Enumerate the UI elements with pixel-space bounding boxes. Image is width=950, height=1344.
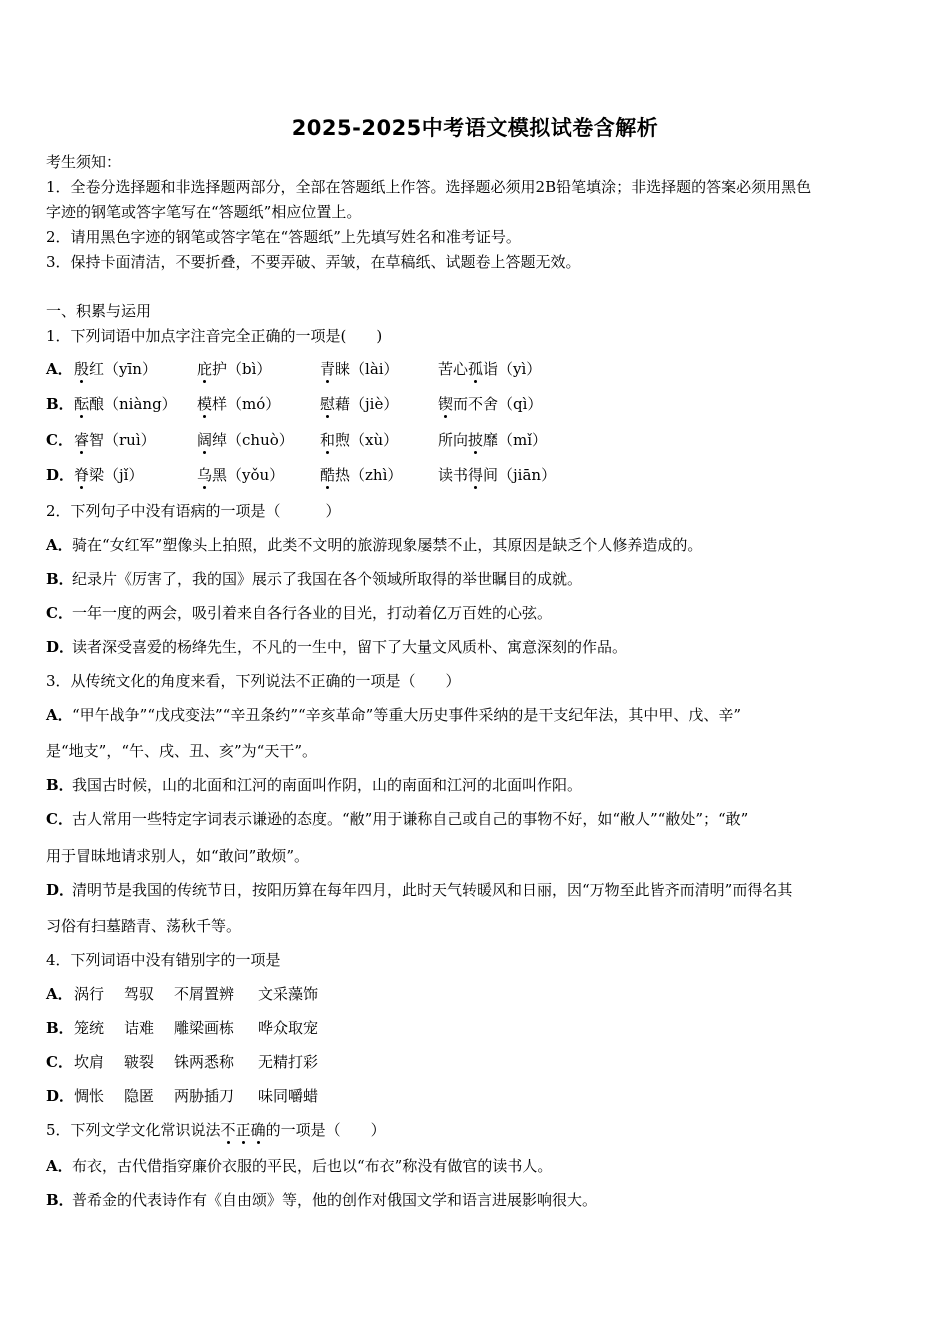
q4-option-word: 哗众取宠 bbox=[258, 1019, 319, 1037]
q1-option-label: D． bbox=[46, 466, 75, 484]
dotted-char: 酷 bbox=[320, 466, 336, 484]
q4-option-word: 文采藻饰 bbox=[258, 985, 319, 1003]
notice-heading: 考生须知： bbox=[46, 153, 122, 171]
option-text: “甲午战争”“戊戌变法”“辛丑条约”“辛亥革命”等重大历史事件采纳的是干支纪年法，其中甲、戊、辛” bbox=[72, 706, 742, 724]
q1-word bbox=[197, 430, 294, 450]
q3-option-d bbox=[46, 880, 792, 900]
q4-option-word: 铢两悉称 bbox=[174, 1053, 235, 1071]
q1-word bbox=[438, 394, 542, 414]
notice-item-3: 3．保持卡面清洁，不要折叠，不要弄破、弄皱，在草稿纸、试题卷上答题无效。 bbox=[46, 253, 581, 271]
dotted-char: 锲 bbox=[438, 395, 454, 413]
q4-option-word: 皲裂 bbox=[124, 1053, 155, 1071]
q3-option-a-cont: 是“地支”，“午、戌、丑、亥”为“天干”。 bbox=[46, 742, 318, 760]
dotted-char: 披 bbox=[468, 431, 484, 449]
q2-option-a bbox=[46, 535, 702, 555]
q2-option-c bbox=[46, 603, 552, 623]
q4-option-word: 不屑置辨 bbox=[174, 985, 235, 1003]
dotted-char: 确 bbox=[250, 1121, 266, 1139]
word-pinyin: 藉（jiè） bbox=[335, 395, 399, 413]
word-pinyin: 红（yīn） bbox=[89, 360, 157, 378]
q3-option-d-cont: 习俗有扫墓踏青、荡秋千等。 bbox=[46, 917, 242, 935]
q4-option-word: 诘难 bbox=[124, 1019, 155, 1037]
q3-option-a bbox=[46, 705, 741, 725]
option-text: 我国古时候，山的北面和江河的南面叫作阴，山的南面和江河的北面叫作阳。 bbox=[72, 776, 583, 794]
word-pinyin: 煦（xù） bbox=[335, 431, 399, 449]
option-text: 古人常用一些特定字词表示谦逊的态度。“敝”用于谦称自己或自己的事物不好，如“敝人”“敝处”；“敢” bbox=[72, 810, 749, 828]
option-text: 清明节是我国的传统节日，按阳历算在每年四月，此时天气转暖风和日丽，因“万物至此皆齐而清明”而得名其 bbox=[72, 881, 793, 899]
dotted-char: 青 bbox=[320, 360, 336, 378]
dotted-char: 阔 bbox=[197, 431, 213, 449]
notice-item-2: 2．请用黑色字迹的钢笔或答字笔在“答题纸”上先填写姓名和准考证号。 bbox=[46, 228, 521, 246]
q4-option-word: 两胁插刀 bbox=[174, 1087, 235, 1105]
q5-option-a bbox=[46, 1156, 552, 1176]
q1-word bbox=[74, 394, 177, 414]
section-heading: 一、积累与运用 bbox=[46, 302, 152, 320]
q4-option-word: 惆怅 bbox=[74, 1087, 105, 1105]
notice-item-1-cont: 字迹的钢笔或答字笔写在“答题纸”相应位置上。 bbox=[46, 203, 362, 221]
q4-option-label: C． bbox=[46, 1053, 73, 1071]
option-text: 纪录片《厉害了，我的国》展示了我国在各个领域所取得的举世瞩目的成就。 bbox=[72, 570, 583, 588]
q2-option-d bbox=[46, 637, 627, 657]
q4-option-word: 隐匿 bbox=[124, 1087, 155, 1105]
dotted-char: 不 bbox=[220, 1121, 236, 1139]
q2-stem: 2．下列句子中没有语病的一项是（ ） bbox=[46, 502, 341, 520]
q4-option-label: A． bbox=[46, 985, 73, 1003]
dotted-char: 和 bbox=[320, 431, 336, 449]
q1-word bbox=[320, 394, 398, 414]
word-pinyin: 智（ruì） bbox=[89, 431, 156, 449]
q4-option-word: 味同嚼蜡 bbox=[258, 1087, 319, 1105]
q1-option-label: B． bbox=[46, 395, 74, 413]
word-pinyin: 酿（niàng） bbox=[89, 395, 177, 413]
q4-option-label: D． bbox=[46, 1087, 75, 1105]
word-pinyin: 间（jiān） bbox=[483, 466, 557, 484]
word-pinyin: 诣（yì） bbox=[483, 360, 542, 378]
dotted-char: 乌 bbox=[197, 466, 213, 484]
word-pinyin: 靡（mǐ） bbox=[483, 431, 548, 449]
option-label: A． bbox=[46, 706, 73, 724]
option-label: B． bbox=[46, 776, 74, 794]
dotted-char: 殷 bbox=[74, 360, 90, 378]
option-label: A． bbox=[46, 536, 73, 554]
word-pinyin: 护（bì） bbox=[212, 360, 272, 378]
word-text: 苦心 bbox=[438, 360, 469, 378]
q4-option-word: 无精打彩 bbox=[258, 1053, 319, 1071]
option-text: 布衣，古代借指穿廉价衣服的平民，后也以“布衣”称没有做官的读书人。 bbox=[72, 1157, 553, 1175]
q1-word bbox=[74, 359, 157, 379]
q1-word bbox=[197, 394, 280, 414]
q4-option-word: 雕梁画栋 bbox=[174, 1019, 235, 1037]
q4-option-word: 涡行 bbox=[74, 985, 105, 1003]
q1-word bbox=[438, 430, 547, 450]
dotted-char: 得 bbox=[468, 466, 484, 484]
dotted-char: 正 bbox=[235, 1121, 251, 1139]
q4-option-label: B． bbox=[46, 1019, 74, 1037]
option-label: B． bbox=[46, 570, 74, 588]
dotted-char: 睿 bbox=[74, 431, 90, 449]
q2-option-b bbox=[46, 569, 582, 589]
q4-stem: 4．下列词语中没有错别字的一项是 bbox=[46, 951, 281, 969]
dotted-char: 孤 bbox=[468, 360, 484, 378]
q5-stem-text: 的一项是（ ） bbox=[265, 1121, 386, 1139]
q3-option-c-cont: 用于冒昧地请求别人，如“敢问”敢烦”。 bbox=[46, 847, 310, 865]
q4-option-word: 坎肩 bbox=[74, 1053, 105, 1071]
option-text: 一年一度的两会，吸引着来自各行各业的目光，打动着亿万百姓的心弦。 bbox=[72, 604, 553, 622]
q1-word bbox=[320, 359, 399, 379]
q4-option-word: 笼统 bbox=[74, 1019, 105, 1037]
q1-word bbox=[197, 465, 284, 485]
option-text: 骑在“女红军”塑像头上拍照，此类不文明的旅游现象屡禁不止，其原因是缺乏个人修养造成的。 bbox=[72, 536, 703, 554]
word-pinyin: 热（zhì） bbox=[335, 466, 403, 484]
option-label: C． bbox=[46, 604, 73, 622]
q1-stem: 1．下列词语中加点字注音完全正确的一项是( ) bbox=[46, 327, 383, 345]
q1-option-label: C． bbox=[46, 431, 73, 449]
word-pinyin: 睐（lài） bbox=[335, 360, 399, 378]
q1-word bbox=[438, 465, 556, 485]
notice-item-1: 1．全卷分选择题和非选择题两部分，全部在答题纸上作答。选择题必须用2B铅笔填涂；非选择题的答案必须用黑色 bbox=[46, 178, 812, 196]
q5-stem-text: 5．下列文学文化常识说法 bbox=[46, 1121, 221, 1139]
q1-word bbox=[320, 430, 398, 450]
q3-option-c bbox=[46, 809, 748, 829]
q1-word bbox=[320, 465, 402, 485]
word-pinyin: 绰（chuò） bbox=[212, 431, 294, 449]
dotted-char: 脊 bbox=[74, 466, 90, 484]
option-text: 读者深受喜爱的杨绛先生，不凡的一生中，留下了大量文风质朴、寓意深刻的作品。 bbox=[72, 638, 628, 656]
page-title: 2025-2025中考语文模拟试卷含解析 bbox=[291, 116, 659, 140]
q1-word bbox=[74, 465, 143, 485]
word-text: 读书 bbox=[438, 466, 469, 484]
q3-stem: 3．从传统文化的角度来看，下列说法不正确的一项是（ ） bbox=[46, 672, 461, 690]
q4-option-word: 驾驭 bbox=[124, 985, 155, 1003]
dotted-char: 酝 bbox=[74, 395, 90, 413]
q1-word bbox=[74, 430, 156, 450]
option-label: D． bbox=[46, 881, 75, 899]
q1-word bbox=[438, 359, 541, 379]
q3-option-b bbox=[46, 775, 582, 795]
word-pinyin: 梁（jǐ） bbox=[89, 466, 144, 484]
q5-stem bbox=[46, 1120, 386, 1140]
option-text: 普希金的代表诗作有《自由颂》等，他的创作对俄国文学和语言进展影响很大。 bbox=[72, 1191, 598, 1209]
q5-option-b bbox=[46, 1190, 597, 1210]
option-label: C． bbox=[46, 810, 73, 828]
dotted-char: 庇 bbox=[197, 360, 213, 378]
dotted-char: 模 bbox=[197, 395, 213, 413]
word-text: 所向 bbox=[438, 431, 469, 449]
word-pinyin: 样（mó） bbox=[212, 395, 281, 413]
word-pinyin: 黑（yǒu） bbox=[212, 466, 285, 484]
q1-word bbox=[197, 359, 271, 379]
q1-option-label: A． bbox=[46, 360, 73, 378]
word-pinyin: 而不舍（qì） bbox=[453, 395, 543, 413]
option-label: D． bbox=[46, 638, 75, 656]
option-label: A． bbox=[46, 1157, 73, 1175]
dotted-char: 慰 bbox=[320, 395, 336, 413]
option-label: B． bbox=[46, 1191, 74, 1209]
